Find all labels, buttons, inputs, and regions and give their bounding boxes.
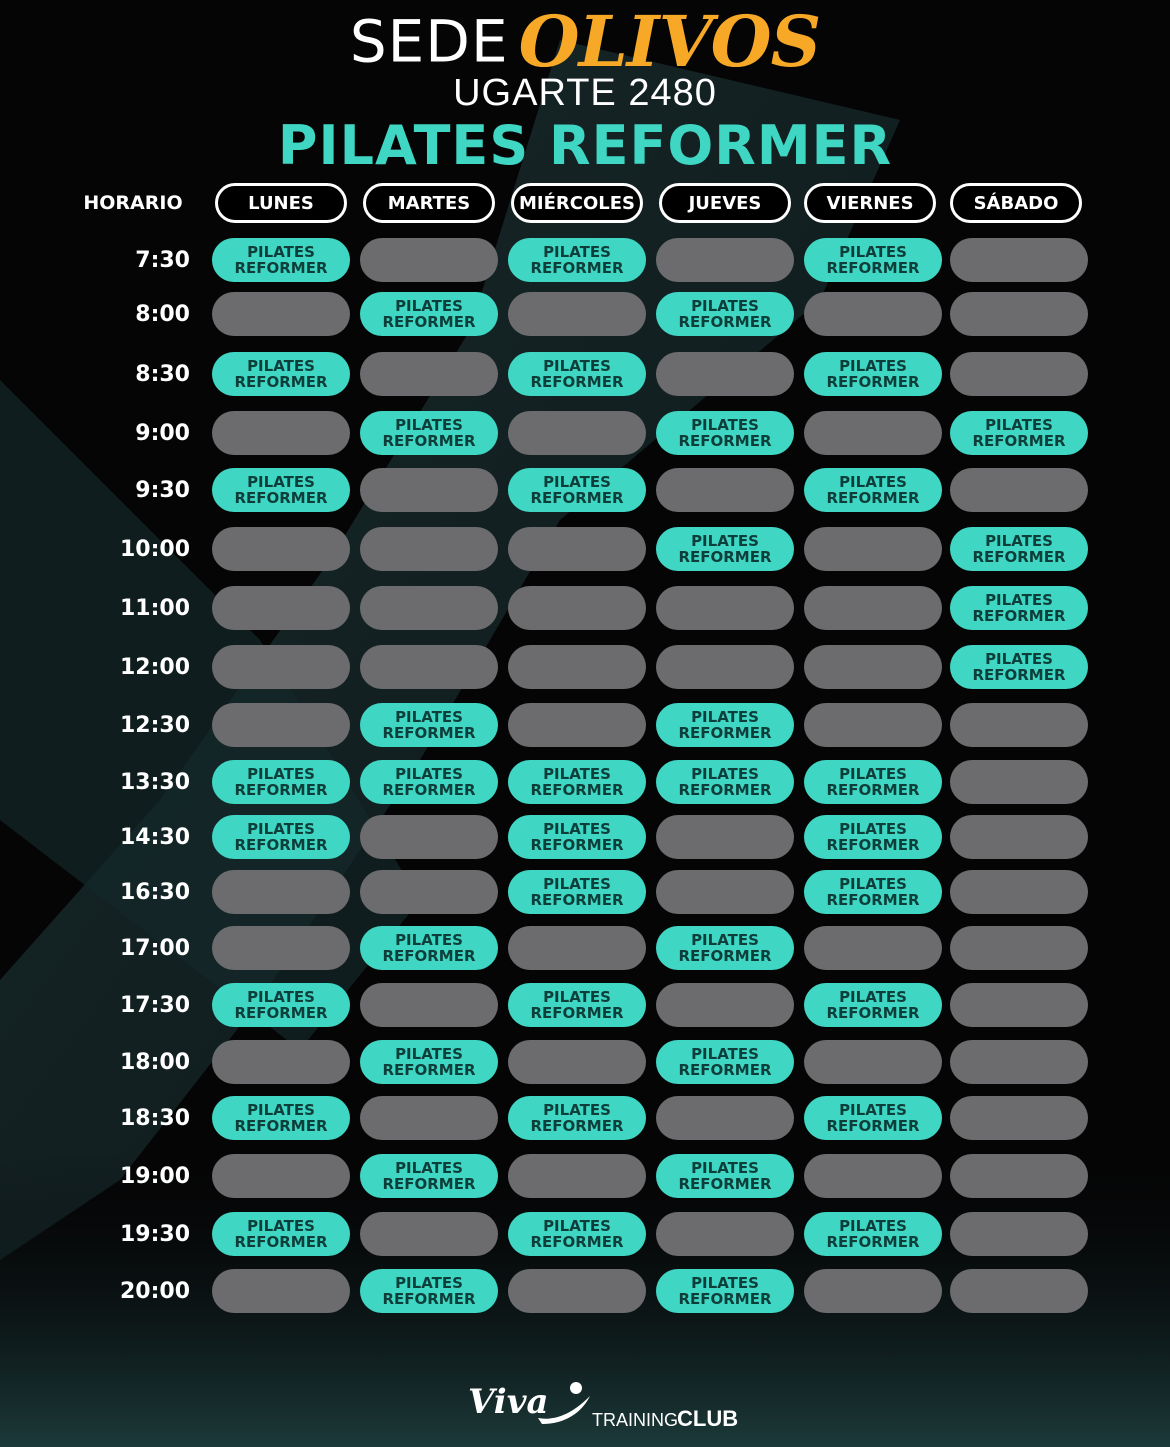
empty-slot <box>950 352 1088 396</box>
class-slot-line2: REFORMER <box>678 724 772 742</box>
class-slot-line2: REFORMER <box>826 259 920 277</box>
empty-slot <box>656 468 794 512</box>
empty-slot <box>804 586 942 630</box>
empty-slot <box>656 1212 794 1256</box>
empty-slot <box>950 1040 1088 1084</box>
class-slot <box>360 411 498 455</box>
class-slot <box>508 815 646 859</box>
class-slot-line1: PILATES <box>691 708 759 726</box>
class-slot-line2: REFORMER <box>826 781 920 799</box>
class-slot-line2: REFORMER <box>530 891 624 909</box>
time-label: 17:00 <box>119 936 190 961</box>
class-slot-line1: PILATES <box>985 591 1053 609</box>
day-header-3: JUEVES <box>659 183 791 223</box>
time-label: 17:30 <box>119 993 190 1018</box>
empty-slot <box>950 926 1088 970</box>
empty-slot <box>804 1154 942 1198</box>
class-slot-line2: REFORMER <box>234 781 328 799</box>
empty-slot <box>508 292 646 336</box>
class-slot <box>360 292 498 336</box>
class-slot-line1: PILATES <box>985 416 1053 434</box>
empty-slot <box>950 1096 1088 1140</box>
class-slot <box>804 1096 942 1140</box>
empty-slot <box>508 1154 646 1198</box>
class-slot-line2: REFORMER <box>826 489 920 507</box>
class-slot-line2: REFORMER <box>826 1117 920 1135</box>
class-slot-line2: REFORMER <box>382 313 476 331</box>
class-slot-line2: REFORMER <box>382 1175 476 1193</box>
empty-slot <box>508 527 646 571</box>
class-slot-line2: REFORMER <box>530 836 624 854</box>
empty-slot <box>508 703 646 747</box>
class-slot-line2: REFORMER <box>678 432 772 450</box>
empty-slot <box>656 1096 794 1140</box>
class-slot-line1: PILATES <box>543 473 611 491</box>
class-slot-line2: REFORMER <box>826 373 920 391</box>
empty-slot <box>804 1269 942 1313</box>
class-slot <box>360 1154 498 1198</box>
empty-slot <box>656 238 794 282</box>
time-label: 16:30 <box>119 880 190 905</box>
class-slot-line1: PILATES <box>691 1274 759 1292</box>
class-slot <box>656 703 794 747</box>
time-label: 12:00 <box>119 655 190 680</box>
empty-slot <box>360 238 498 282</box>
empty-slot <box>508 586 646 630</box>
class-slot-line1: PILATES <box>543 357 611 375</box>
class-slot-line1: PILATES <box>395 708 463 726</box>
class-slot-line2: REFORMER <box>972 607 1066 625</box>
empty-slot <box>804 411 942 455</box>
class-slot <box>804 468 942 512</box>
empty-slot <box>360 527 498 571</box>
empty-slot <box>508 411 646 455</box>
class-slot-line1: PILATES <box>247 1217 315 1235</box>
empty-slot <box>360 586 498 630</box>
empty-slot <box>950 1212 1088 1256</box>
class-slot-line1: PILATES <box>691 297 759 315</box>
empty-slot <box>950 1154 1088 1198</box>
empty-slot <box>950 703 1088 747</box>
empty-slot <box>212 703 350 747</box>
class-slot-line2: REFORMER <box>530 781 624 799</box>
empty-slot <box>656 586 794 630</box>
brand-logo <box>462 1378 752 1438</box>
day-header-4: VIERNES <box>804 183 936 223</box>
class-slot-line2: REFORMER <box>972 432 1066 450</box>
empty-slot <box>360 983 498 1027</box>
class-slot-line1: PILATES <box>839 765 907 783</box>
class-slot-line1: PILATES <box>395 416 463 434</box>
class-slot <box>360 926 498 970</box>
class-title: PILATES REFORMER <box>277 114 893 177</box>
class-slot-line2: REFORMER <box>234 836 328 854</box>
class-slot-line2: REFORMER <box>382 781 476 799</box>
class-slot-line1: PILATES <box>839 820 907 838</box>
class-slot-line2: REFORMER <box>678 1061 772 1079</box>
empty-slot <box>950 1269 1088 1313</box>
empty-slot <box>804 645 942 689</box>
empty-slot <box>360 1212 498 1256</box>
empty-slot <box>508 926 646 970</box>
class-slot-line1: PILATES <box>247 473 315 491</box>
time-label: 18:00 <box>119 1050 190 1075</box>
empty-slot <box>656 815 794 859</box>
class-slot-line1: PILATES <box>247 357 315 375</box>
class-slot <box>656 411 794 455</box>
empty-slot <box>212 586 350 630</box>
class-slot-line2: REFORMER <box>678 781 772 799</box>
time-label: 11:00 <box>119 596 190 621</box>
empty-slot <box>950 815 1088 859</box>
class-slot <box>804 238 942 282</box>
time-label: 19:00 <box>119 1164 190 1189</box>
class-slot <box>656 1154 794 1198</box>
class-slot-line2: REFORMER <box>530 1117 624 1135</box>
class-slot-line2: REFORMER <box>972 548 1066 566</box>
class-slot-line2: REFORMER <box>530 1233 624 1251</box>
class-slot-line1: PILATES <box>543 988 611 1006</box>
empty-slot <box>212 870 350 914</box>
class-slot-line1: PILATES <box>543 1101 611 1119</box>
class-slot-line2: REFORMER <box>826 836 920 854</box>
class-slot <box>950 586 1088 630</box>
class-slot <box>508 468 646 512</box>
class-slot-line1: PILATES <box>395 297 463 315</box>
empty-slot <box>212 645 350 689</box>
class-slot-line1: PILATES <box>839 473 907 491</box>
class-slot-line1: PILATES <box>395 1045 463 1063</box>
class-slot <box>656 926 794 970</box>
class-slot-line1: PILATES <box>395 931 463 949</box>
class-slot-line2: REFORMER <box>382 1061 476 1079</box>
empty-slot <box>656 870 794 914</box>
class-slot-line1: PILATES <box>691 765 759 783</box>
class-slot-line1: PILATES <box>543 1217 611 1235</box>
time-label: 13:30 <box>119 770 190 795</box>
empty-slot <box>950 292 1088 336</box>
empty-slot <box>360 468 498 512</box>
class-slot <box>804 760 942 804</box>
class-slot <box>508 1096 646 1140</box>
class-slot <box>804 352 942 396</box>
footer <box>0 1370 1170 1440</box>
class-slot-line2: REFORMER <box>826 1004 920 1022</box>
empty-slot <box>508 1269 646 1313</box>
class-slot-line2: REFORMER <box>234 259 328 277</box>
empty-slot <box>656 645 794 689</box>
class-slot <box>212 238 350 282</box>
empty-slot <box>804 926 942 970</box>
class-slot-line2: REFORMER <box>678 947 772 965</box>
class-slot <box>508 1212 646 1256</box>
class-slot <box>950 527 1088 571</box>
class-slot-line2: REFORMER <box>382 1290 476 1308</box>
class-slot <box>804 1212 942 1256</box>
address: UGARTE 2480 <box>453 72 717 114</box>
class-slot-line1: PILATES <box>691 1045 759 1063</box>
class-slot <box>360 703 498 747</box>
class-slot <box>212 1096 350 1140</box>
time-label: 19:30 <box>119 1222 190 1247</box>
class-slot-line2: REFORMER <box>530 373 624 391</box>
class-slot-line1: PILATES <box>839 1101 907 1119</box>
class-slot-line1: PILATES <box>839 1217 907 1235</box>
empty-slot <box>508 1040 646 1084</box>
class-slot-line2: REFORMER <box>234 1004 328 1022</box>
class-slot-line1: PILATES <box>839 357 907 375</box>
class-slot <box>360 1269 498 1313</box>
day-header-2: MIÉRCOLES <box>511 183 643 223</box>
class-slot <box>508 352 646 396</box>
empty-slot <box>950 870 1088 914</box>
class-slot-line1: PILATES <box>691 532 759 550</box>
time-label: 8:30 <box>135 362 190 387</box>
empty-slot <box>508 645 646 689</box>
empty-slot <box>360 645 498 689</box>
class-slot <box>656 527 794 571</box>
class-slot-line2: REFORMER <box>234 1117 328 1135</box>
class-slot-line1: PILATES <box>247 988 315 1006</box>
class-slot-line2: REFORMER <box>826 1233 920 1251</box>
empty-slot <box>804 1040 942 1084</box>
class-slot-line1: PILATES <box>543 875 611 893</box>
empty-slot <box>950 983 1088 1027</box>
class-slot <box>804 815 942 859</box>
class-slot-line1: PILATES <box>985 650 1053 668</box>
class-slot <box>212 983 350 1027</box>
empty-slot <box>212 527 350 571</box>
empty-slot <box>950 760 1088 804</box>
class-slot-line1: PILATES <box>247 1101 315 1119</box>
class-slot-line1: PILATES <box>839 243 907 261</box>
class-slot <box>360 760 498 804</box>
time-label: 12:30 <box>119 713 190 738</box>
logo-training-text: TRAINING <box>592 1410 679 1430</box>
title-sede: SEDE <box>349 7 509 76</box>
class-slot <box>212 1212 350 1256</box>
class-slot-line2: REFORMER <box>678 1290 772 1308</box>
class-slot <box>804 870 942 914</box>
class-slot <box>656 292 794 336</box>
class-slot-line1: PILATES <box>691 931 759 949</box>
class-slot <box>508 238 646 282</box>
time-label: 10:00 <box>119 537 190 562</box>
class-slot-line2: REFORMER <box>530 489 624 507</box>
time-label: 7:30 <box>135 248 190 273</box>
day-header-5: SÁBADO <box>950 183 1082 223</box>
class-slot <box>212 352 350 396</box>
logo-viva-text: Viva <box>468 1382 549 1422</box>
empty-slot <box>212 1040 350 1084</box>
time-label: 14:30 <box>119 825 190 850</box>
empty-slot <box>804 703 942 747</box>
class-slot-line2: REFORMER <box>234 373 328 391</box>
class-slot <box>508 760 646 804</box>
class-slot-line1: PILATES <box>985 532 1053 550</box>
class-slot-line2: REFORMER <box>382 432 476 450</box>
class-slot-line1: PILATES <box>543 243 611 261</box>
class-slot <box>508 983 646 1027</box>
class-slot <box>656 1040 794 1084</box>
class-slot-line2: REFORMER <box>382 724 476 742</box>
class-slot-line2: REFORMER <box>826 891 920 909</box>
class-slot-line1: PILATES <box>691 1159 759 1177</box>
empty-slot <box>360 815 498 859</box>
class-slot <box>212 760 350 804</box>
class-slot <box>804 983 942 1027</box>
empty-slot <box>804 292 942 336</box>
class-slot <box>360 1040 498 1084</box>
class-slot-line1: PILATES <box>839 988 907 1006</box>
class-slot-line2: REFORMER <box>678 1175 772 1193</box>
empty-slot <box>950 238 1088 282</box>
time-label: 9:00 <box>135 421 190 446</box>
empty-slot <box>212 1154 350 1198</box>
class-slot-line2: REFORMER <box>382 947 476 965</box>
day-header-1: MARTES <box>363 183 495 223</box>
horario-label: HORARIO <box>83 192 183 214</box>
class-slot-line2: REFORMER <box>234 489 328 507</box>
class-slot-line1: PILATES <box>395 765 463 783</box>
empty-slot <box>212 1269 350 1313</box>
class-slot-line1: PILATES <box>691 416 759 434</box>
class-slot-line1: PILATES <box>247 765 315 783</box>
class-slot <box>656 760 794 804</box>
class-slot <box>212 468 350 512</box>
empty-slot <box>950 468 1088 512</box>
empty-slot <box>212 411 350 455</box>
class-slot-line1: PILATES <box>543 765 611 783</box>
time-label: 18:30 <box>119 1106 190 1131</box>
class-slot-line1: PILATES <box>395 1274 463 1292</box>
empty-slot <box>656 352 794 396</box>
class-slot-line1: PILATES <box>247 243 315 261</box>
empty-slot <box>212 292 350 336</box>
logo-club-text: CLUB <box>677 1406 739 1431</box>
class-slot <box>950 645 1088 689</box>
class-slot-line1: PILATES <box>395 1159 463 1177</box>
class-slot <box>212 815 350 859</box>
empty-slot <box>360 352 498 396</box>
class-slot-line2: REFORMER <box>234 1233 328 1251</box>
empty-slot <box>804 527 942 571</box>
time-label: 9:30 <box>135 478 190 503</box>
class-slot-line2: REFORMER <box>530 1004 624 1022</box>
day-header-0: LUNES <box>215 183 347 223</box>
class-slot-line2: REFORMER <box>678 313 772 331</box>
class-slot-line1: PILATES <box>247 820 315 838</box>
time-label: 20:00 <box>119 1279 190 1304</box>
class-slot-line1: PILATES <box>543 820 611 838</box>
title-location: OLIVOS <box>518 0 821 83</box>
class-slot-line2: REFORMER <box>972 666 1066 684</box>
class-slot-line2: REFORMER <box>530 259 624 277</box>
empty-slot <box>360 870 498 914</box>
class-slot-line1: PILATES <box>839 875 907 893</box>
class-slot <box>508 870 646 914</box>
class-slot-line2: REFORMER <box>678 548 772 566</box>
time-label: 8:00 <box>135 302 190 327</box>
class-slot <box>950 411 1088 455</box>
class-slot <box>656 1269 794 1313</box>
empty-slot <box>360 1096 498 1140</box>
empty-slot <box>656 983 794 1027</box>
empty-slot <box>212 926 350 970</box>
